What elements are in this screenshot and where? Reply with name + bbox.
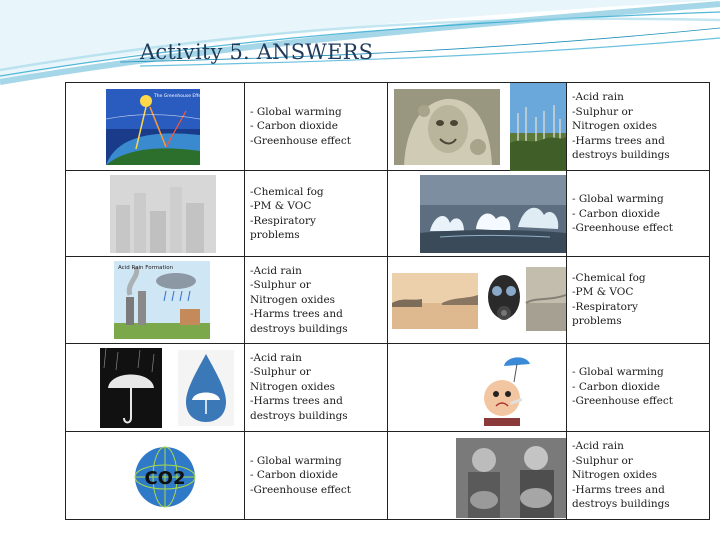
image-cell	[388, 83, 567, 171]
answer-cell	[567, 171, 710, 257]
image-cell	[388, 171, 567, 257]
image-cell	[66, 431, 245, 519]
answer-text: -Chemical fog -PM & VOC -Respiratory problems	[250, 185, 324, 242]
foggy-lake-photo	[392, 273, 478, 329]
answer-text: - Global warming - Carbon dioxide -Greenhouse effect	[250, 105, 351, 147]
answers-table	[65, 82, 710, 520]
table-row	[66, 257, 710, 343]
answer-text: -Acid rain -Sulphur or Nitrogen oxides -Harms trees and destroys buildings	[572, 91, 670, 162]
image-cell	[388, 431, 567, 519]
answer-text: -Acid rain -Sulphur or Nitrogen oxides -Harms trees and destroys buildings	[572, 440, 670, 511]
smog-city-photo	[110, 175, 216, 253]
diagram-caption: The Greenhouse Effect	[154, 94, 206, 99]
eroded-statue-photo	[394, 89, 500, 165]
co2-globe-image	[132, 444, 198, 510]
historic-smog-victims-photo	[456, 438, 566, 518]
answer-text: -Acid rain -Sulphur or Nitrogen oxides -Harms trees and destroys buildings	[250, 351, 348, 422]
table-row	[66, 343, 710, 431]
dead-forest-photo	[510, 83, 566, 171]
diagram-caption: Acid Rain Formation	[118, 265, 174, 272]
acid-rain-umbrella-photo	[100, 348, 162, 428]
image-cell	[388, 343, 567, 431]
answer-cell	[567, 343, 710, 431]
answer-cell	[245, 431, 388, 519]
answer-text: - Global warming - Carbon dioxide -Greenhouse effect	[572, 193, 673, 235]
answer-cell	[245, 257, 388, 343]
gas-mask-photo	[484, 269, 524, 329]
answer-text: - Global warming - Carbon dioxide -Greenhouse effect	[572, 366, 673, 408]
sepia-fog-photo	[526, 267, 566, 331]
melting-ice-photo	[420, 175, 566, 253]
answer-text: -Acid rain -Sulphur or Nitrogen oxides -Harms trees and destroys buildings	[250, 264, 348, 335]
table-row	[66, 431, 710, 519]
image-cell	[66, 171, 245, 257]
image-cell	[66, 343, 245, 431]
co2-label: CO2	[144, 467, 186, 489]
greenhouse-effect-diagram	[106, 89, 206, 165]
page-title: Activity 5. ANSWERS	[140, 40, 374, 64]
answer-cell	[567, 431, 710, 519]
table-row	[66, 83, 710, 171]
answer-cell	[567, 257, 710, 343]
image-cell	[66, 257, 245, 343]
acid-rain-formation-diagram	[114, 261, 210, 339]
raindrop-umbrella-icon	[178, 350, 234, 426]
sick-face-cartoon	[474, 348, 538, 428]
answer-cell	[245, 83, 388, 171]
image-cell	[66, 83, 245, 171]
table-row	[66, 171, 710, 257]
answer-text: - Global warming - Carbon dioxide -Greenhouse effect	[250, 454, 351, 496]
answer-text: -Chemical fog -PM & VOC -Respiratory problems	[572, 271, 646, 328]
answer-cell	[245, 343, 388, 431]
answer-cell	[245, 171, 388, 257]
answer-cell	[567, 83, 710, 171]
image-cell	[388, 257, 567, 343]
